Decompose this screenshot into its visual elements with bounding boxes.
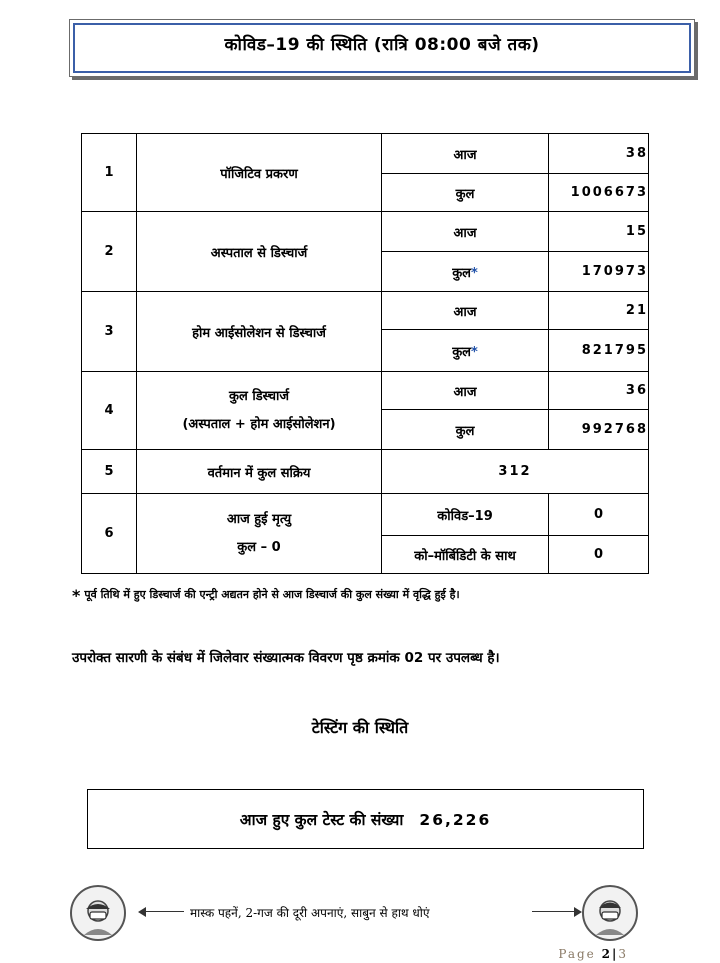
testing-heading: टेस्टिंग की स्थिति bbox=[311, 718, 409, 737]
table-row bbox=[82, 372, 649, 410]
testing-label: आज हुए कुल टेस्ट की संख्या bbox=[239, 811, 404, 829]
row-value: 36 bbox=[549, 372, 649, 410]
page-title: कोविड–19 की स्थिति (रात्रि 08:00 बजे तक) bbox=[224, 35, 540, 55]
row-value: 312 bbox=[382, 450, 649, 494]
left-arrow-line bbox=[140, 911, 184, 912]
row-sub-label: कुल bbox=[382, 410, 549, 450]
row-sub-label: को–मॉर्बिडिटी के साथ bbox=[382, 536, 549, 574]
row-sub-label: कुल bbox=[452, 344, 471, 360]
mask-face-icon bbox=[70, 885, 126, 941]
row-serial: 6 bbox=[82, 494, 137, 574]
asterisk-mark: * bbox=[471, 265, 478, 281]
table-row bbox=[82, 134, 649, 174]
row-label: आज हुई मृत्यु bbox=[226, 511, 292, 527]
row-label-secondary: कुल – 0 bbox=[237, 539, 281, 555]
row-label: पॉजिटिव प्रकरण bbox=[137, 134, 382, 212]
row-sub-label: आज bbox=[382, 134, 549, 174]
row-label: कुल डिस्चार्ज bbox=[229, 388, 289, 404]
page-current: 2 bbox=[601, 947, 612, 961]
row-serial: 5 bbox=[82, 450, 137, 494]
title-box bbox=[69, 19, 695, 77]
row-sub-label: आज bbox=[382, 292, 549, 330]
row-sub-label: आज bbox=[382, 212, 549, 252]
asterisk-mark: * bbox=[471, 344, 478, 360]
footer-slogan: मास्क पहनें, 2-गज की दूरी अपनाएं, साबुन से हाथ धोएं bbox=[190, 906, 430, 920]
row-value: 992768 bbox=[549, 410, 649, 450]
row-value: 170973 bbox=[549, 252, 649, 292]
reference-paragraph: उपरोक्त सारणी के संबंध में जिलेवार संख्यात्मक विवरण पृष्ठ क्रमांक 02 पर उपलब्ध है। bbox=[72, 650, 500, 666]
row-label: होम आईसोलेशन से डिस्चार्ज bbox=[137, 292, 382, 372]
table-row bbox=[82, 292, 649, 330]
row-value: 0 bbox=[549, 494, 649, 536]
covid-status-table bbox=[81, 133, 649, 574]
footnote bbox=[72, 583, 460, 605]
asterisk-mark: * bbox=[72, 586, 81, 605]
row-value: 0 bbox=[549, 536, 649, 574]
row-label: अस्पताल से डिस्चार्ज bbox=[137, 212, 382, 292]
page-number: Page 2|3 bbox=[558, 947, 628, 961]
row-serial: 2 bbox=[82, 212, 137, 292]
row-sub-label: आज bbox=[382, 372, 549, 410]
row-value: 38 bbox=[549, 134, 649, 174]
row-value: 15 bbox=[549, 212, 649, 252]
mask-face-icon bbox=[582, 885, 638, 941]
row-value: 821795 bbox=[549, 330, 649, 372]
table-row bbox=[82, 450, 649, 494]
page-total: 3 bbox=[618, 947, 628, 961]
row-sub-cell bbox=[382, 252, 549, 292]
footer-banner bbox=[60, 885, 660, 945]
right-arrow-icon bbox=[574, 907, 582, 917]
testing-box bbox=[87, 789, 644, 849]
table-row bbox=[82, 494, 649, 536]
row-value: 21 bbox=[549, 292, 649, 330]
page-word: Page bbox=[558, 947, 596, 961]
row-sub-cell bbox=[382, 330, 549, 372]
row-label-cell bbox=[137, 372, 382, 450]
row-sub-label: कुल bbox=[382, 174, 549, 212]
row-serial: 4 bbox=[82, 372, 137, 450]
testing-value: 26,226 bbox=[419, 811, 492, 829]
footnote-text: पूर्व तिथि में हुए डिस्चार्ज की एन्ट्री अद्यतन होने से आज डिस्चार्ज की कुल संख्या में वृद्धि हुई है। bbox=[84, 588, 460, 601]
row-label-secondary: (अस्पताल + होम आईसोलेशन) bbox=[182, 416, 336, 432]
row-serial: 1 bbox=[82, 134, 137, 212]
testing-line bbox=[88, 808, 643, 830]
right-arrow-line bbox=[532, 911, 576, 912]
row-value: 1006673 bbox=[549, 174, 649, 212]
row-serial: 3 bbox=[82, 292, 137, 372]
row-label-cell bbox=[137, 494, 382, 574]
table-row bbox=[82, 212, 649, 252]
row-sub-label: कोविड–19 bbox=[382, 494, 549, 536]
left-arrow-icon bbox=[138, 907, 146, 917]
row-label: वर्तमान में कुल सक्रिय bbox=[137, 450, 382, 494]
row-sub-label: कुल bbox=[452, 265, 471, 281]
